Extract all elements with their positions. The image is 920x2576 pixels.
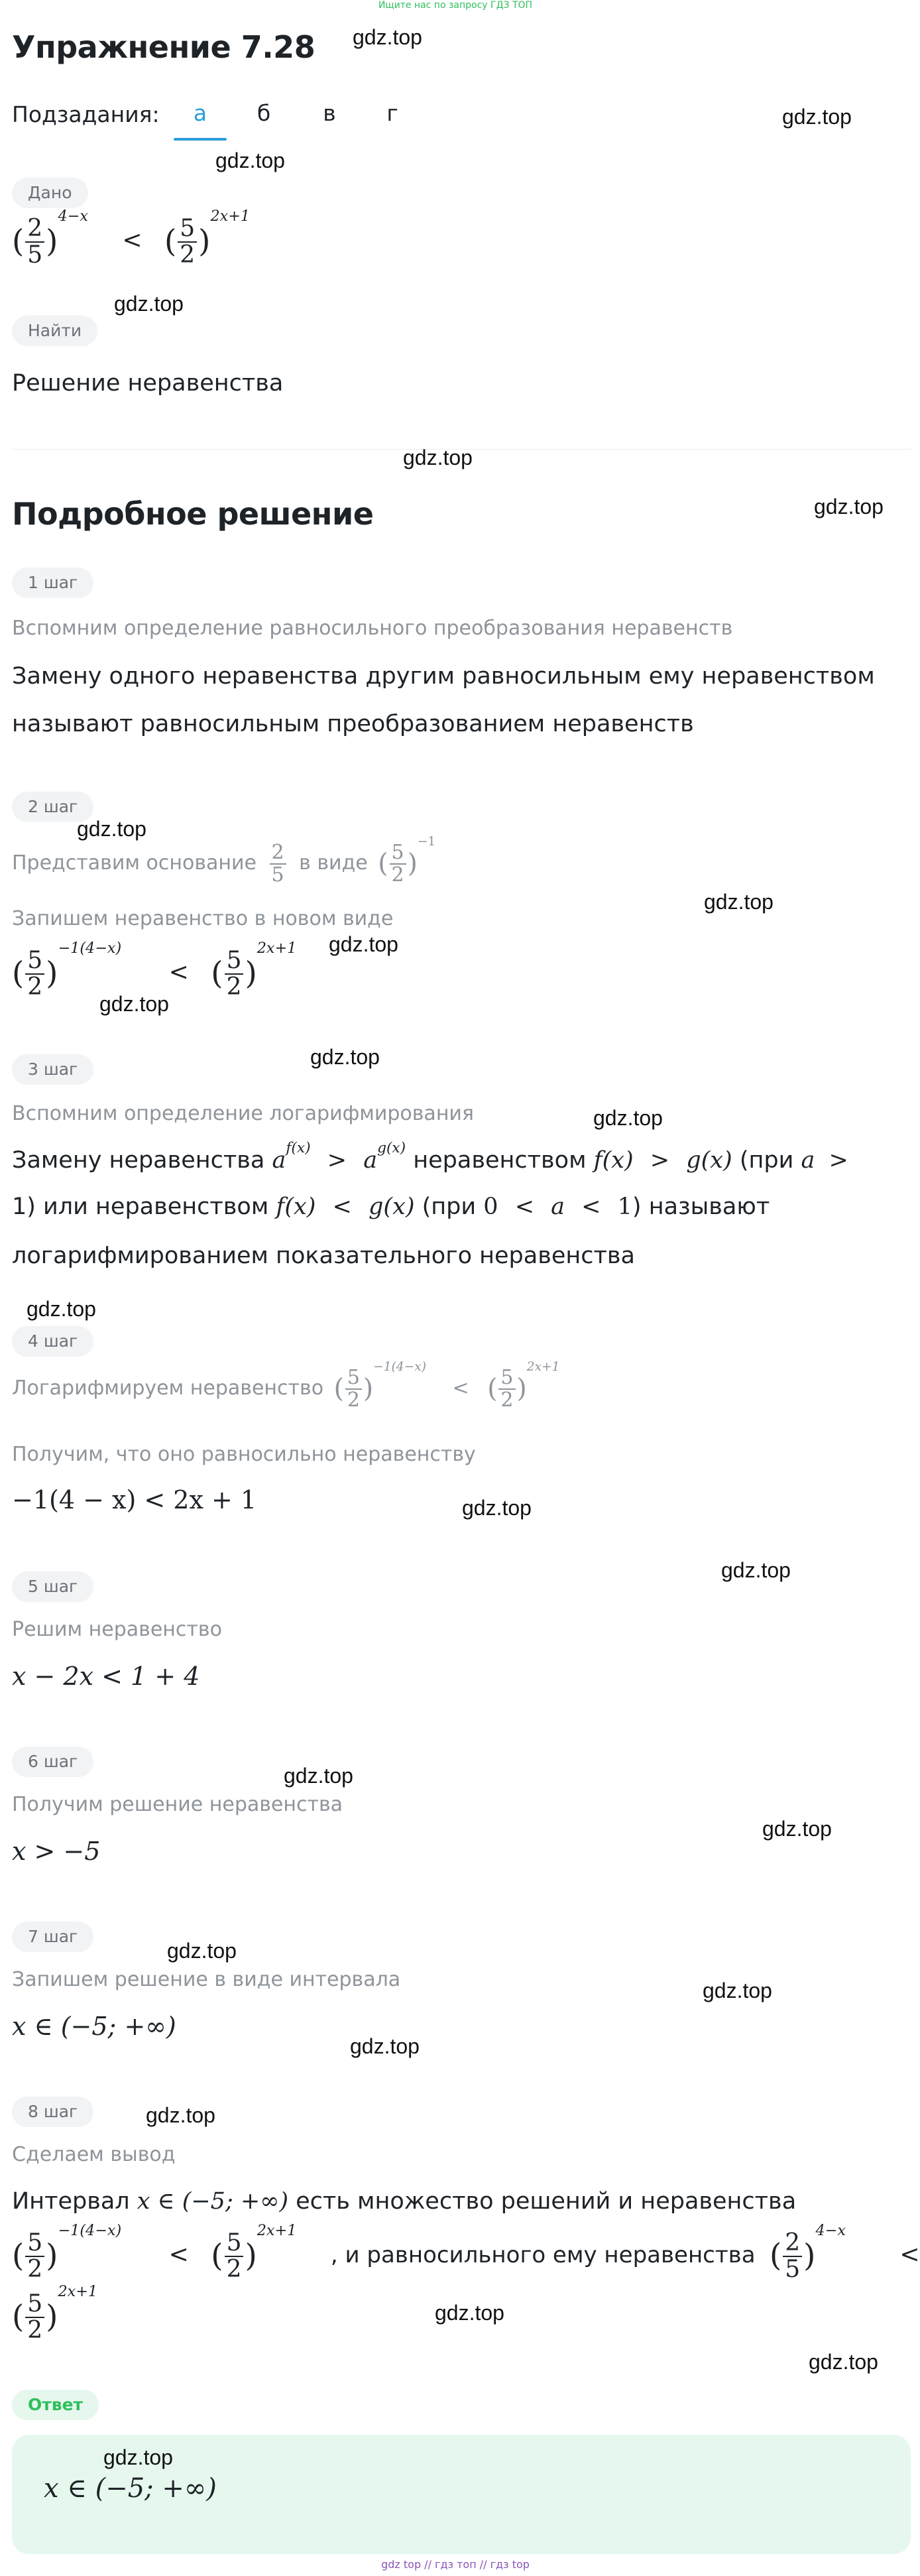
step-8-hint: Сделаем вывод: [12, 2143, 176, 2166]
watermark: gdz.top: [215, 149, 285, 172]
frac-num: 2: [25, 216, 44, 243]
math-a: a: [551, 1194, 565, 1220]
step-3-line2: [12, 1194, 770, 1220]
exponent: 2x+1: [58, 2282, 98, 2300]
step-label: 5 шаг: [12, 1571, 93, 1602]
hint-text: Логарифмируем неравенство: [12, 1377, 324, 1400]
watermark: gdz.top: [310, 1045, 380, 1069]
tab-b[interactable]: б: [257, 100, 271, 126]
step-3-line1: [12, 1140, 855, 1174]
given-label: Дано: [12, 178, 88, 208]
text: Интервал: [12, 2188, 130, 2215]
tab-g[interactable]: г: [386, 100, 398, 126]
watermark: gdz.top: [114, 292, 184, 316]
watermark: gdz.top: [462, 1496, 532, 1520]
math-a: a: [272, 1147, 286, 1174]
exponent: 2x+1: [257, 2221, 297, 2239]
frac-den: 5: [27, 241, 43, 269]
step-1-line1: Замену одного неравенства другим равносильным ему неравенством: [12, 663, 875, 690]
text: , и равносильного ему неравенства: [330, 2241, 756, 2268]
find-badge: [12, 316, 97, 346]
inequality-sign: <: [122, 226, 143, 254]
text: (при: [422, 1194, 477, 1220]
step-label: 4 шаг: [12, 1326, 93, 1357]
step-8-line3: ( $\frac{5}{2}$ )$^{2x+1}$: [12, 2282, 98, 2344]
watermark: gdz.top: [329, 932, 398, 956]
exponent: −1(4−x): [373, 1359, 426, 1374]
step-7-hint: Запишем решение в виде интервала: [12, 1968, 401, 1991]
exponent: f(x): [286, 1140, 311, 1157]
step-3-hint: Вспомним определение логарифмирования: [12, 1102, 474, 1125]
step-7-badge: [12, 1922, 93, 1952]
text: 1) или неравенством: [12, 1194, 269, 1220]
frac-num: 5: [390, 842, 406, 865]
interval: x ∈ (−5; +∞): [137, 2188, 288, 2215]
answer-label: Ответ: [12, 2390, 99, 2420]
step-label: 3 шаг: [12, 1054, 93, 1085]
math-gx: g(x): [686, 1147, 732, 1174]
step-4-hint: Логарифмируем неравенство ( $\frac{5}{2}$ )$^{-1(4-x)}$ < ( $\frac{5}{2}$ )$^{2x+1}$: [12, 1359, 560, 1412]
step-2-hint: Представим основание $\frac{2}{5}$ в виде ( $\frac{5}{2}$ )$^{-1}$: [12, 834, 436, 887]
step-3-badge: [12, 1054, 93, 1085]
step-1-line2: называют равносильным преобразованием неравенств: [12, 711, 694, 737]
step-2-hint2: Запишем неравенство в новом виде: [12, 907, 394, 930]
watermark: gdz.top: [809, 2350, 878, 2374]
step-label: 1 шаг: [12, 568, 93, 598]
watermark: gdz.top: [353, 25, 422, 49]
sign: <: [514, 1194, 535, 1220]
watermark: gdz.top: [435, 2301, 504, 2325]
frac-den: 2: [180, 241, 196, 269]
step-4-hint2: Получим, что оно равносильно неравенству: [12, 1443, 476, 1466]
sign: >: [327, 1147, 347, 1174]
step-2-expression: ( $\frac{5}{2}$ )$^{-1(4-x)}$ < ( $\frac{5}{2}$ )$^{2x+1}$: [12, 939, 297, 1001]
sign: <: [899, 2240, 920, 2268]
text: есть множество решений и неравенства: [296, 2188, 797, 2215]
find-text: Решение неравенства: [12, 370, 284, 397]
active-tab-indicator: [174, 138, 227, 141]
watermark: gdz.top: [782, 105, 852, 129]
tab-a[interactable]: а: [193, 100, 207, 126]
watermark: gdz.top: [99, 992, 169, 1016]
step-1-hint: Вспомним определение равносильного преобразования неравенств: [12, 617, 733, 640]
step-label: 2 шаг: [12, 792, 93, 822]
step-6-result: x > −5: [12, 1837, 101, 1866]
step-6-hint: Получим решение неравенства: [12, 1793, 343, 1816]
math-a: a: [363, 1147, 378, 1174]
step-5-result: x − 2x < 1 + 4: [12, 1662, 200, 1691]
watermark: gdz.top: [146, 2103, 215, 2127]
math-a: a: [801, 1147, 815, 1174]
step-3-line3: логарифмированием показательного неравенства: [12, 1243, 635, 1269]
step-5-badge: [12, 1571, 93, 1602]
exponent: −1(4−x): [58, 2221, 122, 2239]
watermark: gdz.top: [77, 817, 146, 841]
exponent: −1(4−x): [58, 939, 122, 957]
watermark: gdz.top: [762, 1817, 832, 1841]
text: Замену неравенства: [12, 1147, 265, 1174]
frac-num: 5: [178, 216, 197, 243]
find-label: Найти: [12, 316, 97, 346]
step-6-badge: [12, 1747, 93, 1777]
given-expression: ( $\frac{2}{5}$ )$^{4-x}$ < ( $\frac{5}{2}$ )$^{2x+1}$: [12, 207, 251, 269]
watermark: gdz.top: [167, 1939, 237, 1963]
inequality-sign: <: [168, 958, 189, 986]
sign: >: [829, 1147, 848, 1174]
text: неравенством: [413, 1147, 587, 1174]
answer-badge: [12, 2390, 99, 2420]
math-fx: f(x): [276, 1194, 316, 1220]
watermark: gdz.top: [593, 1106, 663, 1130]
step-1-badge: [12, 568, 93, 598]
subtasks-label: Подзадания:: [12, 101, 160, 127]
page-title: Упражнение 7.28: [12, 29, 316, 65]
sign: >: [650, 1147, 670, 1174]
step-8-line2: ( $\frac{5}{2}$ )$^{-1(4-x)}$ < ( $\frac{5}{2}$ )$^{2x+1}$ , и равносильного ему неравенства ( $\frac{2}{5}$ )$^{4-x}$ <: [12, 2221, 920, 2283]
watermark: gdz.top: [350, 2034, 420, 2058]
frac-den: 5: [271, 863, 284, 887]
math-one: 1: [617, 1194, 632, 1220]
step-label: 6 шаг: [12, 1747, 93, 1777]
step-5-hint: Решим неравенство: [12, 1618, 222, 1641]
footer-links[interactable]: gdz top // гдз топ // гдз top: [381, 2558, 530, 2571]
watermark: gdz.top: [27, 1297, 96, 1321]
exponent: 2x+1: [526, 1359, 560, 1374]
watermark: gdz.top: [703, 1979, 772, 2002]
text: ) называют: [632, 1194, 770, 1220]
exponent: 2x+1: [257, 939, 297, 957]
frac-num: 2: [270, 842, 286, 865]
step-4-badge: [12, 1326, 93, 1357]
frac-den: 2: [391, 863, 404, 887]
exponent: 2x+1: [210, 207, 251, 225]
exponent: −1: [417, 834, 436, 849]
sign: <: [332, 1194, 352, 1220]
sign: <: [581, 1194, 601, 1220]
tab-v[interactable]: в: [323, 100, 336, 126]
exponent: 4−x: [815, 2221, 846, 2239]
top-banner: Ищите нас по запросу ГДЗ ТОП: [378, 0, 533, 11]
hint-text: в виде: [299, 851, 368, 875]
watermark: gdz.top: [814, 495, 884, 519]
watermark: gdz.top: [284, 1764, 353, 1788]
step-label: 7 шаг: [12, 1922, 93, 1952]
exponent: 4−x: [58, 207, 88, 225]
step-8-badge: [12, 2097, 93, 2127]
watermark: gdz.top: [103, 2445, 173, 2469]
math-gx: g(x): [369, 1194, 415, 1220]
step-8-line1: [12, 2188, 796, 2215]
math-fx: f(x): [593, 1147, 634, 1174]
math-zero: 0: [483, 1194, 498, 1220]
sign: <: [452, 1377, 469, 1400]
step-4-result: −1(4 − x) < 2x + 1: [12, 1485, 257, 1514]
step-label: 8 шаг: [12, 2097, 93, 2127]
step-7-result: x ∈ (−5; +∞): [12, 2012, 176, 2041]
solution-title: Подробное решение: [12, 496, 374, 532]
watermark: gdz.top: [403, 446, 473, 469]
exponent: g(x): [377, 1140, 406, 1157]
watermark: gdz.top: [704, 890, 774, 914]
sign: <: [168, 2240, 189, 2268]
text: (при: [739, 1147, 794, 1174]
watermark: gdz.top: [721, 1558, 791, 1582]
hint-text: Представим основание: [12, 851, 257, 875]
answer-value: x ∈ (−5; +∞): [44, 2473, 217, 2504]
given-badge: [12, 178, 88, 208]
